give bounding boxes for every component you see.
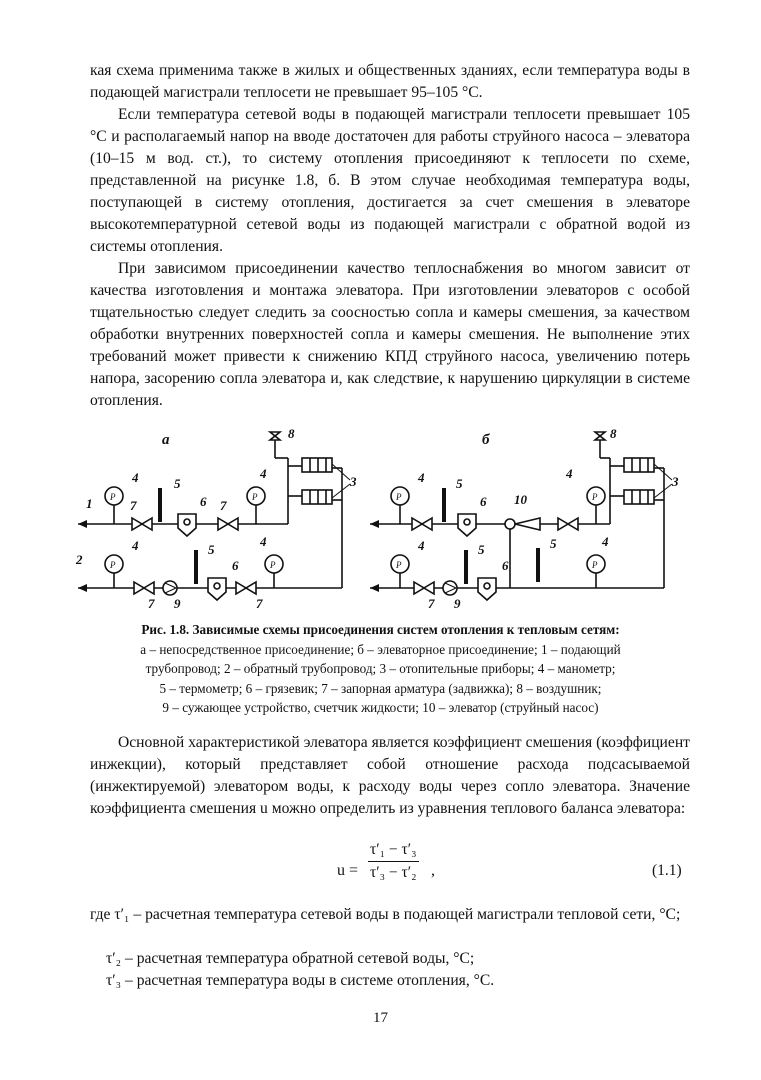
air-vent-icon [270,432,280,440]
caption-line: 5 – термометр; 6 – грязевик; 7 – запорная арматура (задвижка); 8 – воздушник; [159,680,602,696]
svg-text:9: 9 [454,596,461,611]
svg-text:7: 7 [256,596,263,611]
valve-icon [236,582,256,594]
svg-text:P: P [592,492,598,502]
arrow-out-icon [78,584,87,592]
valve-icon [132,518,152,530]
svg-text:P: P [110,492,116,502]
svg-text:4: 4 [418,538,425,553]
scheme-b [370,426,679,611]
valve-icon [558,518,578,530]
paragraph-1: кая схема применима также в жилых и общественных зданиях, если температура воды в подающей магистрали теплосети не превышает 95–105 °С. [90,62,690,101]
svg-text:10: 10 [514,492,527,507]
svg-text:P: P [110,560,116,570]
svg-text:8: 8 [610,426,617,441]
caption-title: Рис. 1.8. Зависимые схемы присоединения систем отопления к тепловым сетям: [141,622,620,637]
valve-icon [412,518,432,530]
radiator-icon [624,458,654,472]
caption-line: а – непосредственное присоединение; б – элеваторное присоединение; 1 – подающий [140,641,621,657]
svg-text:6: 6 [480,494,487,509]
formula-denominator: τ′₃ − τ′₂ [370,864,417,881]
svg-text:5: 5 [174,476,181,491]
paragraph-2: Если температура сетевой воды в подающей магистрали теплосети превышает 105 °С и располагаемый напор на вводе достаточен для работы струйного насоса – элеватора (10–15 м вод. ст.), то систему отопления присоединяют к теплосети по схеме, представленной на рисунке 1.8, б. В этом случае необходимая температура воды, поступающей в систему отопления, достигается за счет смешения в элеваторе высокотемпературной сетевой воды из подающей магистрали с обратной водой из системы отопления. [90,106,690,255]
svg-text:P: P [270,560,276,570]
page-number: 17 [373,1010,388,1026]
valve-icon [218,518,238,530]
figure-schemes [70,418,690,618]
arrow-in-icon [78,520,87,528]
caption-line: трубопровод; 2 – обратный трубопровод; 3 – отопительные приборы; 4 – манометр; [145,661,616,676]
formula-lhs: u = [337,862,359,879]
svg-text:4: 4 [260,466,267,481]
label-a: а [162,432,170,448]
svg-text:5: 5 [456,476,463,491]
air-vent-icon [595,432,605,440]
svg-text:P: P [592,560,598,570]
definition-line: где τ′₁ – расчетная температура сетевой воды в подающей магистрали тепловой сети, °С; [90,906,681,923]
scheme-a [75,426,357,611]
formula-fraction [368,841,419,882]
definition-line: τ′₃ – расчетная температура воды в системе отопления, °С. [106,972,495,989]
figure-caption [78,620,683,718]
svg-text:5: 5 [478,542,485,557]
formula-numerator: τ′₁ − τ′₃ [368,841,419,862]
paragraph-4: Основной характеристикой элеватора является коэффициент смешения (коэффициент инжекции), который представляет собой отношение расхода подсасываемой (инжектируемой) элеватором воды, к расходу воды через сопло элеватора. Значение коэффициента смешения u можно определить из уравнения теплового баланса элеватора: [90,734,690,817]
valve-icon [134,582,154,594]
svg-text:4: 4 [566,466,573,481]
caption-line: 9 – сужающее устройство, счетчик жидкости; 10 – элеватор (струйный насос) [162,700,599,715]
radiator-icon [624,490,654,504]
radiator-icon [302,490,332,504]
svg-text:P: P [396,492,402,502]
svg-text:8: 8 [288,426,295,441]
equation-number: (1.1) [652,862,682,879]
svg-text:2: 2 [76,552,83,567]
svg-text:1: 1 [86,496,93,511]
svg-text:9: 9 [174,596,181,611]
svg-text:P: P [252,492,258,502]
svg-text:5: 5 [208,542,215,557]
svg-text:5: 5 [550,536,557,551]
formula-comma: , [431,862,435,879]
svg-text:6: 6 [200,494,207,509]
svg-text:P: P [396,560,402,570]
elevator-icon [505,519,515,529]
svg-text:7: 7 [148,596,155,611]
label-b: б [482,432,490,448]
svg-text:6: 6 [502,558,509,573]
svg-text:7: 7 [220,498,227,513]
svg-text:4: 4 [132,538,139,553]
radiator-icon [302,458,332,472]
formula-1-1 [0,838,761,898]
arrow-out-icon [370,584,379,592]
svg-text:7: 7 [428,596,435,611]
svg-text:6: 6 [232,558,239,573]
svg-text:3: 3 [350,474,357,489]
arrow-in-icon [370,520,379,528]
svg-text:4: 4 [132,470,139,485]
svg-text:4: 4 [418,470,425,485]
paragraph-3: При зависимом присоединении качество теплоснабжения во многом зависит от качества изготовления и монтажа элеватора. При изготовлении элеваторов с особой тщательностью следует следить за соосностью сопла и камеры смешения, за качеством обработки внутренних поверхностей сопла и камеры смешения. Не выполнение этих требований может привести к снижению КПД струйного насоса, увеличению потерь напора, засорению сопла элеватора и, как следствие, к нарушению циркуляции в системе отопления. [90,260,690,409]
svg-text:4: 4 [602,534,609,549]
valve-icon [414,582,434,594]
svg-text:3: 3 [672,474,679,489]
svg-text:4: 4 [260,534,267,549]
definition-line: τ′₂ – расчетная температура обратной сетевой воды, °С; [106,950,475,967]
svg-text:7: 7 [130,498,137,513]
